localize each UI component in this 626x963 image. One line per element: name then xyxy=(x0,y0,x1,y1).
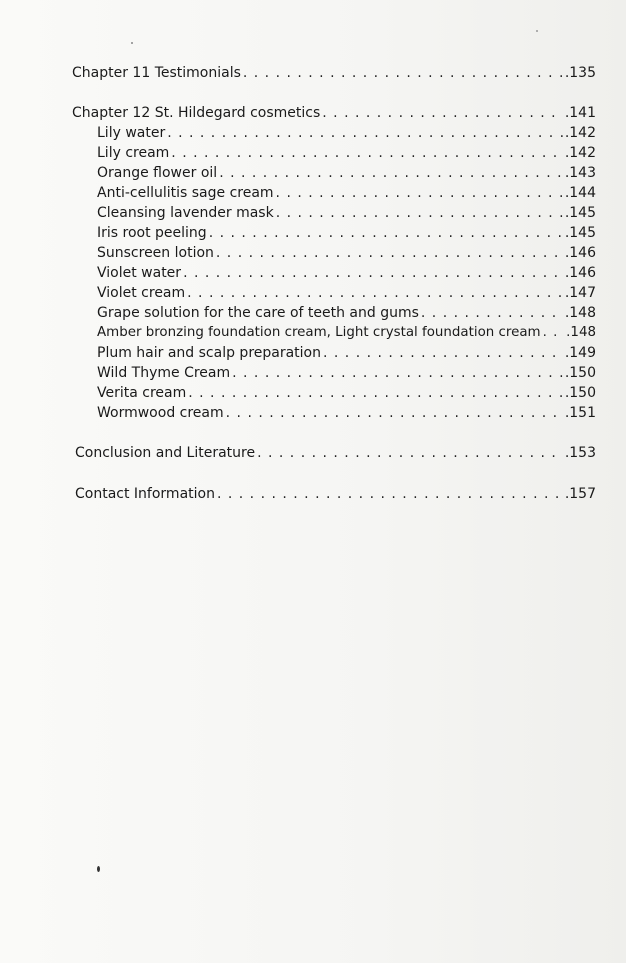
toc-leader-dots xyxy=(217,484,563,504)
toc-entry-title: Wormwood cream xyxy=(97,405,224,421)
print-speck xyxy=(131,42,133,44)
toc-entry-title: Anti-cellulitis sage cream xyxy=(97,185,274,201)
toc-entry-title: Contact Information xyxy=(75,486,215,502)
toc-entry-title: Lily water xyxy=(97,125,166,141)
toc-leader-dots xyxy=(226,403,563,423)
toc-entry-conclusion xyxy=(75,443,596,463)
toc-entry-title: Cleansing lavender mask xyxy=(97,205,274,221)
toc-entry-title: Chapter 11 Testimonials xyxy=(72,65,241,81)
toc-entry-title: Lily cream xyxy=(97,145,170,161)
toc-entry-title: Chapter 12 St. Hildegard cosmetics xyxy=(72,105,321,121)
toc-entry-page: .142 xyxy=(564,145,596,161)
toc-leader-dots xyxy=(323,343,563,363)
toc-entry-title: Plum hair and scalp preparation xyxy=(97,345,321,361)
toc-subentry xyxy=(97,363,596,383)
toc-subentry xyxy=(97,123,596,143)
toc-leader-dots xyxy=(276,203,563,223)
toc-entry-page: .144 xyxy=(564,185,596,201)
toc-leader-dots xyxy=(421,303,563,323)
toc-leader-dots xyxy=(187,283,563,303)
toc-leader-dots xyxy=(171,143,563,163)
toc-entry-title: Grape solution for the care of teeth and gums xyxy=(97,305,419,321)
toc-entry-title: Iris root peeling xyxy=(97,225,207,241)
toc-entry-page: .141 xyxy=(564,105,596,121)
toc-subentry xyxy=(97,383,596,403)
toc-leader-dots xyxy=(216,243,563,263)
toc-entry-page: .151 xyxy=(564,405,596,421)
toc-entry-page: .150 xyxy=(564,385,596,401)
toc-entry-page: .157 xyxy=(564,486,596,502)
toc-entry-title: Violet water xyxy=(97,265,182,281)
toc-entry-page: .145 xyxy=(564,205,596,221)
toc-entry-chapter-11 xyxy=(72,63,596,83)
toc-leader-dots xyxy=(209,223,563,243)
toc-entry-page: .143 xyxy=(564,165,596,181)
toc-entry-contact xyxy=(75,484,596,504)
toc-entry-page: .153 xyxy=(564,445,596,461)
toc-subentry xyxy=(97,283,596,303)
toc-leader-dots xyxy=(219,163,563,183)
toc-subentry xyxy=(97,243,596,263)
toc-entry-title: Amber bronzing foundation cream, Light crystal foundation cream xyxy=(97,325,541,340)
toc-leader-dots xyxy=(167,123,563,143)
toc-subentry xyxy=(97,263,596,283)
toc-subentry xyxy=(97,203,596,223)
toc-subentry xyxy=(97,223,596,243)
toc-entry-title: Verita cream xyxy=(97,385,187,401)
toc-leader-dots xyxy=(232,363,563,383)
print-speck xyxy=(536,30,538,32)
toc-entry-title: Conclusion and Literature xyxy=(75,445,256,461)
toc-leader-dots xyxy=(257,443,563,463)
toc-entry-chapter-12 xyxy=(72,103,596,123)
toc-leader-dots xyxy=(188,383,563,403)
toc-entry-title: Sunscreen lotion xyxy=(97,245,214,261)
print-speck xyxy=(97,866,100,872)
toc-entry-title: Wild Thyme Cream xyxy=(97,365,231,381)
toc-entry-page: .147 xyxy=(564,285,596,301)
toc-entry-title: Violet cream xyxy=(97,285,186,301)
toc-entry-page: .149 xyxy=(564,345,596,361)
toc-subentry xyxy=(97,343,596,363)
toc-subentry xyxy=(97,143,596,163)
toc-leader-dots xyxy=(276,183,563,203)
toc-subentry xyxy=(97,323,596,343)
toc-entry-title: Orange flower oil xyxy=(97,165,218,181)
toc-entry-page: .148 xyxy=(566,325,596,340)
toc-leader-dots xyxy=(322,103,563,123)
toc-entry-page: .148 xyxy=(564,305,596,321)
toc-leader-dots xyxy=(243,63,563,83)
toc-leader-dots xyxy=(543,323,565,343)
toc-subentry xyxy=(97,403,596,423)
toc-entry-page: .146 xyxy=(564,265,596,281)
toc-subentry xyxy=(97,163,596,183)
toc-entry-page: .145 xyxy=(564,225,596,241)
toc-subentry xyxy=(97,183,596,203)
toc-leader-dots xyxy=(183,263,563,283)
toc-subentry xyxy=(97,303,596,323)
toc-entry-page: .146 xyxy=(564,245,596,261)
toc-entry-page: .150 xyxy=(564,365,596,381)
toc-entry-page: .135 xyxy=(564,65,596,81)
toc-entry-page: .142 xyxy=(564,125,596,141)
